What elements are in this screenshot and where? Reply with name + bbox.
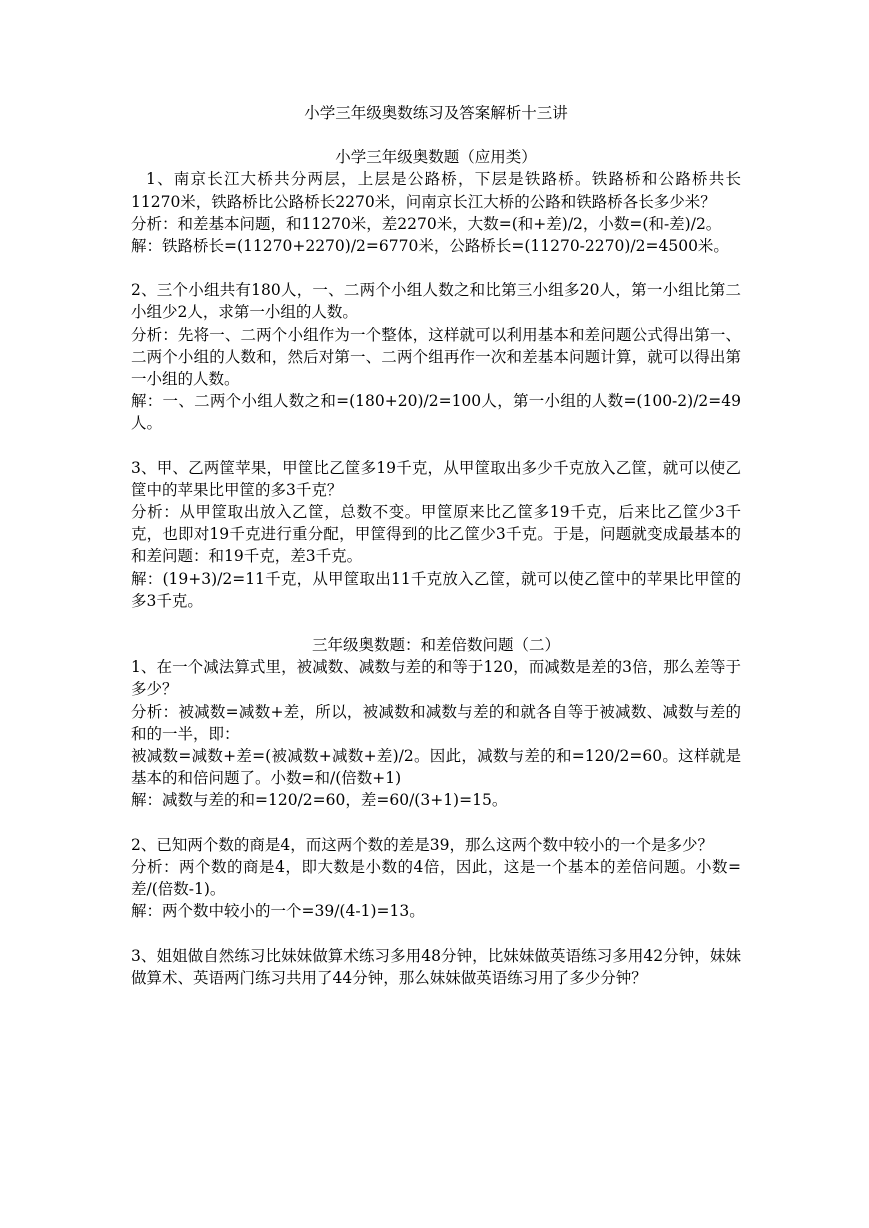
problem-question: 3、甲、乙两筐苹果，甲筐比乙筐多19千克，从甲筐取出多少千克放入乙筐，就可以使乙筐中的苹果比甲筐的多3千克？ xyxy=(131,458,741,499)
problem-question: 1、在一个减法算式里，被减数、减数与差的和等于120，而减数是差的3倍，那么差等于多少？ xyxy=(131,658,741,699)
paragraph-gap xyxy=(131,812,741,834)
paragraph-gap xyxy=(131,612,741,634)
paragraph-gap xyxy=(131,923,741,945)
problem-solution: 解：减数与差的和=120/2=60，差=60/(3+1)=15。 xyxy=(131,791,508,810)
section-heading: 三年级奥数题：和差倍数问题（二） xyxy=(311,636,560,655)
problem-analysis: 分析：从甲筐取出放入乙筐，总数不变。甲筐原来比乙筐多19千克，后来比乙筐少3千克，也即对19千克进行重分配，甲筐得到的比乙筐少3千克。于是，问题就变成最基本的和差问题：和19千克，差3千克。 xyxy=(131,503,741,566)
problem-analysis: 分析：和差基本问题，和11270米，差2270米，大数=(和+差)/2，小数=(和-差)/2。 xyxy=(131,214,722,233)
problem-solution: 解：(19+3)/2=11千克，从甲筐取出11千克放入乙筐，就可以使乙筐中的苹果比甲筐的多3千克。 xyxy=(131,569,741,610)
problem-question: 3、姐姐做自然练习比妹妹做算术练习多用48分钟，比妹妹做英语练习多用42分钟，妹妹做算术、英语两门练习共用了44分钟，那么妹妹做英语练习用了多少分钟？ xyxy=(131,946,741,987)
problem-question: 2、已知两个数的商是4，而这两个数的差是39，那么这两个数中较小的一个是多少？ xyxy=(131,835,713,854)
document-body xyxy=(131,102,741,989)
problem-solution: 解：两个数中较小的一个=39/(4-1)=13。 xyxy=(131,902,425,921)
problem-question: 2、三个小组共有180人，一、二两个小组人数之和比第三小组多20人，第一小组比第二小组少2人，求第一小组的人数。 xyxy=(131,281,741,322)
section-heading: 小学三年级奥数题（应用类） xyxy=(335,148,537,167)
document-title: 小学三年级奥数练习及答案解析十三讲 xyxy=(304,104,568,122)
problem-solution: 解：铁路桥长=(11270+2270)/2=6770米，公路桥长=(11270-2270)/2=4500米。 xyxy=(131,237,729,256)
paragraph-gap xyxy=(131,257,741,279)
problem-analysis-continued: 被减数=减数+差=(被减数+减数+差)/2。因此，减数与差的和=120/2=60。这样就是基本的和倍问题了。小数=和/(倍数+1) xyxy=(131,747,741,788)
problem-question: 1、南京长江大桥共分两层，上层是公路桥，下层是铁路桥。铁路桥和公路桥共长11270米，铁路桥比公路桥长2270米，问南京长江大桥的公路和铁路桥各长多少米？ xyxy=(131,170,741,211)
problem-analysis: 分析：先将一、二两个小组作为一个整体，这样就可以利用基本和差问题公式得出第一、二两个小组的人数和，然后对第一、二两个组再作一次和差基本问题计算，就可以得出第一小组的人数。 xyxy=(131,325,741,389)
problem-analysis: 分析：两个数的商是4，即大数是小数的4倍，因此，这是一个基本的差倍问题。小数=差/(倍数-1)。 xyxy=(131,857,741,899)
paragraph-gap xyxy=(131,435,741,457)
problem-analysis: 分析：被减数=减数+差，所以，被减数和减数与差的和就各自等于被减数、减数与差的和的一半，即： xyxy=(131,702,741,743)
problem-solution: 解：一、二两个小组人数之和=(180+20)/2=100人，第一小组的人数=(100-2)/2=49人。 xyxy=(131,392,741,433)
